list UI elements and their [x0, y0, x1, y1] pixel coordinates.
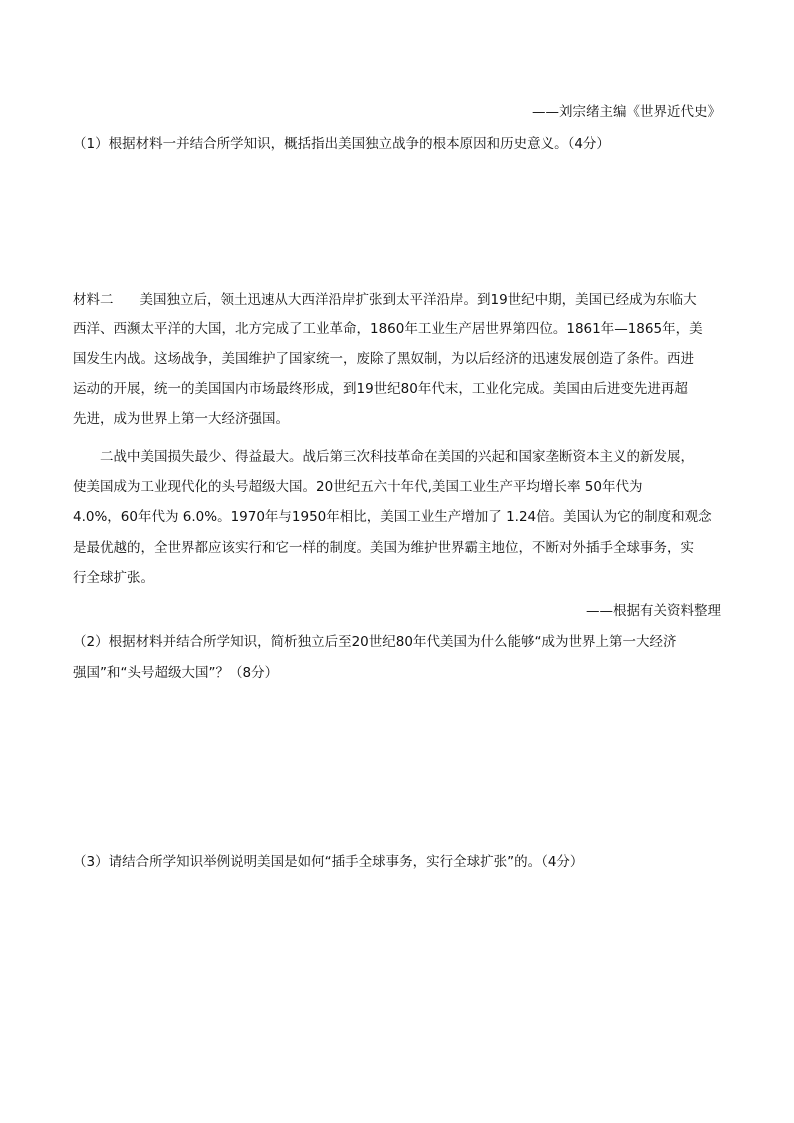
question-1: （1）根据材料一并结合所学知识，概括指出美国独立战争的根本原因和历史意义。（4分） [73, 136, 610, 152]
material-2-para2-line-2: 使美国成为工业现代化的头号超级大国。20世纪五六十年代,美国工业生产平均增长率 50年代为 [73, 479, 643, 495]
source-2: ——根据有关资料整理 [586, 603, 721, 619]
question-2-line-2: 强国”和“头号超级大国”？（8分） [73, 665, 279, 681]
source-1: ——刘宗绪主编《世界近代史》 [532, 104, 721, 120]
material-2-line-4: 运动的开展，统一的美国国内市场最终形成，到19世纪80年代末，工业化完成。美国由后进变先进再超 [73, 381, 688, 397]
material-2-text-1: 美国独立后，领土迅速从大西洋沿岸扩张到太平洋沿岸。到19世纪中期，美国已经成为东临大 [139, 292, 697, 308]
material-2-line-3: 国发生内战。这场战争，美国维护了国家统一，废除了黑奴制，为以后经济的迅速发展创造了条件。西进 [73, 351, 694, 367]
material-2-para2-line-5: 行全球扩张。 [73, 570, 154, 586]
question-2-line-1: （2）根据材料并结合所学知识，简析独立后至20世纪80年代美国为什么能够“成为世界上第一大经济 [73, 634, 677, 650]
material-2-para2-line-3: 4.0%，60年代为 6.0%。1970年与1950年相比，美国工业生产增加了 1.24倍。美国认为它的制度和观念 [73, 509, 712, 525]
material-2-para2-line-1: 二战中美国损失最少、得益最大。战后第三次科技革命在美国的兴起和国家垄断资本主义的新发展， [100, 449, 694, 465]
question-3: （3）请结合所学知识举例说明美国是如何“插手全球事务，实行全球扩张”的。（4分） [73, 854, 584, 870]
material-2-line-2: 西洋、西濒太平洋的大国，北方完成了工业革命，1860年工业生产居世界第四位。1861年—1865年，美 [73, 321, 703, 337]
material-2-line-5: 先进，成为世界上第一大经济强国。 [73, 411, 289, 427]
material-2-label: 材料二 [73, 292, 114, 308]
material-2-line-1 [73, 291, 697, 309]
material-2-para2-line-4: 是最优越的，全世界都应该实行和它一样的制度。美国为维护世界霸主地位，不断对外插手全球事务，实 [73, 540, 694, 556]
